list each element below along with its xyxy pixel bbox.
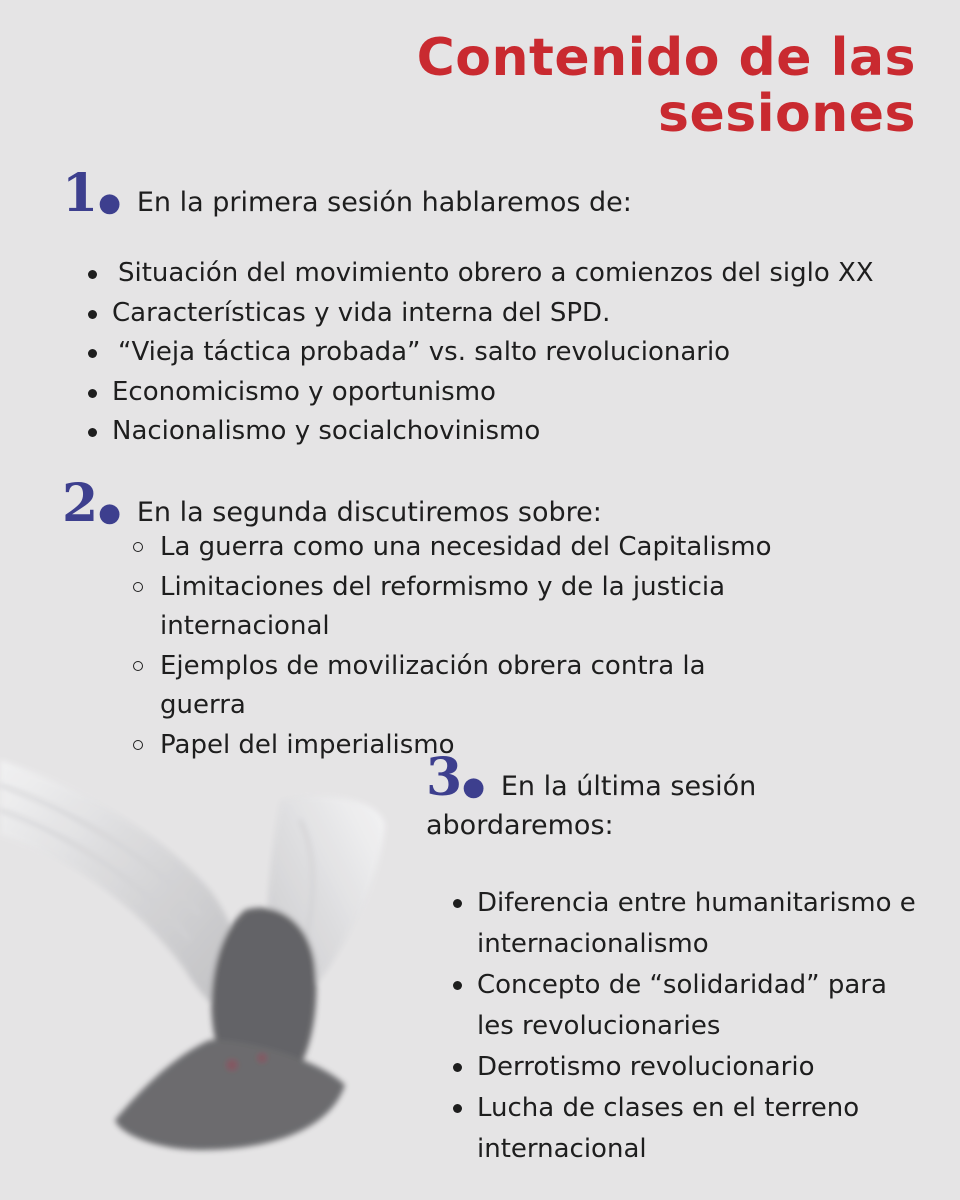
session-1-heading [62, 163, 632, 224]
list-item: Derrotismo revolucionario [477, 1047, 917, 1088]
session-2-heading [62, 473, 602, 534]
list-item: Economicismo y oportunismo [112, 373, 912, 413]
list-item: Papel del imperialismo [160, 726, 780, 766]
page-title [417, 30, 916, 142]
session-3-list [477, 883, 917, 1170]
session-3-heading [426, 747, 926, 841]
session-3-intro-line-2: abordaremos: [426, 810, 614, 841]
session-2-list [160, 528, 780, 765]
session-3-number: 3● [426, 747, 485, 808]
list-item: “Vieja táctica probada” vs. salto revolucionario [112, 333, 912, 373]
session-1-number: 1● [62, 163, 121, 224]
session-1-list [112, 254, 912, 452]
session-2-number: 2● [62, 473, 121, 534]
session-1-intro: En la primera sesión hablaremos de: [136, 187, 632, 218]
list-item: Situación del movimiento obrero a comienzos del siglo XX [112, 254, 912, 294]
list-item: Nacionalismo y socialchovinismo [112, 412, 912, 452]
list-item: Diferencia entre humanitarismo e internacionalismo [477, 883, 917, 965]
list-item: Limitaciones del reformismo y de la justicia internacional [160, 568, 780, 647]
dove-icon [0, 740, 400, 1160]
session-2-intro: En la segunda discutiremos sobre: [136, 497, 602, 528]
session-3-intro-line-1: En la última sesión [500, 771, 757, 802]
list-item: Concepto de “solidaridad” para les revolucionaries [477, 965, 917, 1047]
list-item: Ejemplos de movilización obrera contra la guerra [160, 647, 780, 726]
list-item: La guerra como una necesidad del Capitalismo [160, 528, 780, 568]
list-item: Características y vida interna del SPD. [112, 294, 912, 334]
title-line-2: sesiones [658, 84, 916, 144]
list-item: Lucha de clases en el terreno internacional [477, 1088, 917, 1170]
title-line-1: Contenido de las [416, 28, 916, 88]
